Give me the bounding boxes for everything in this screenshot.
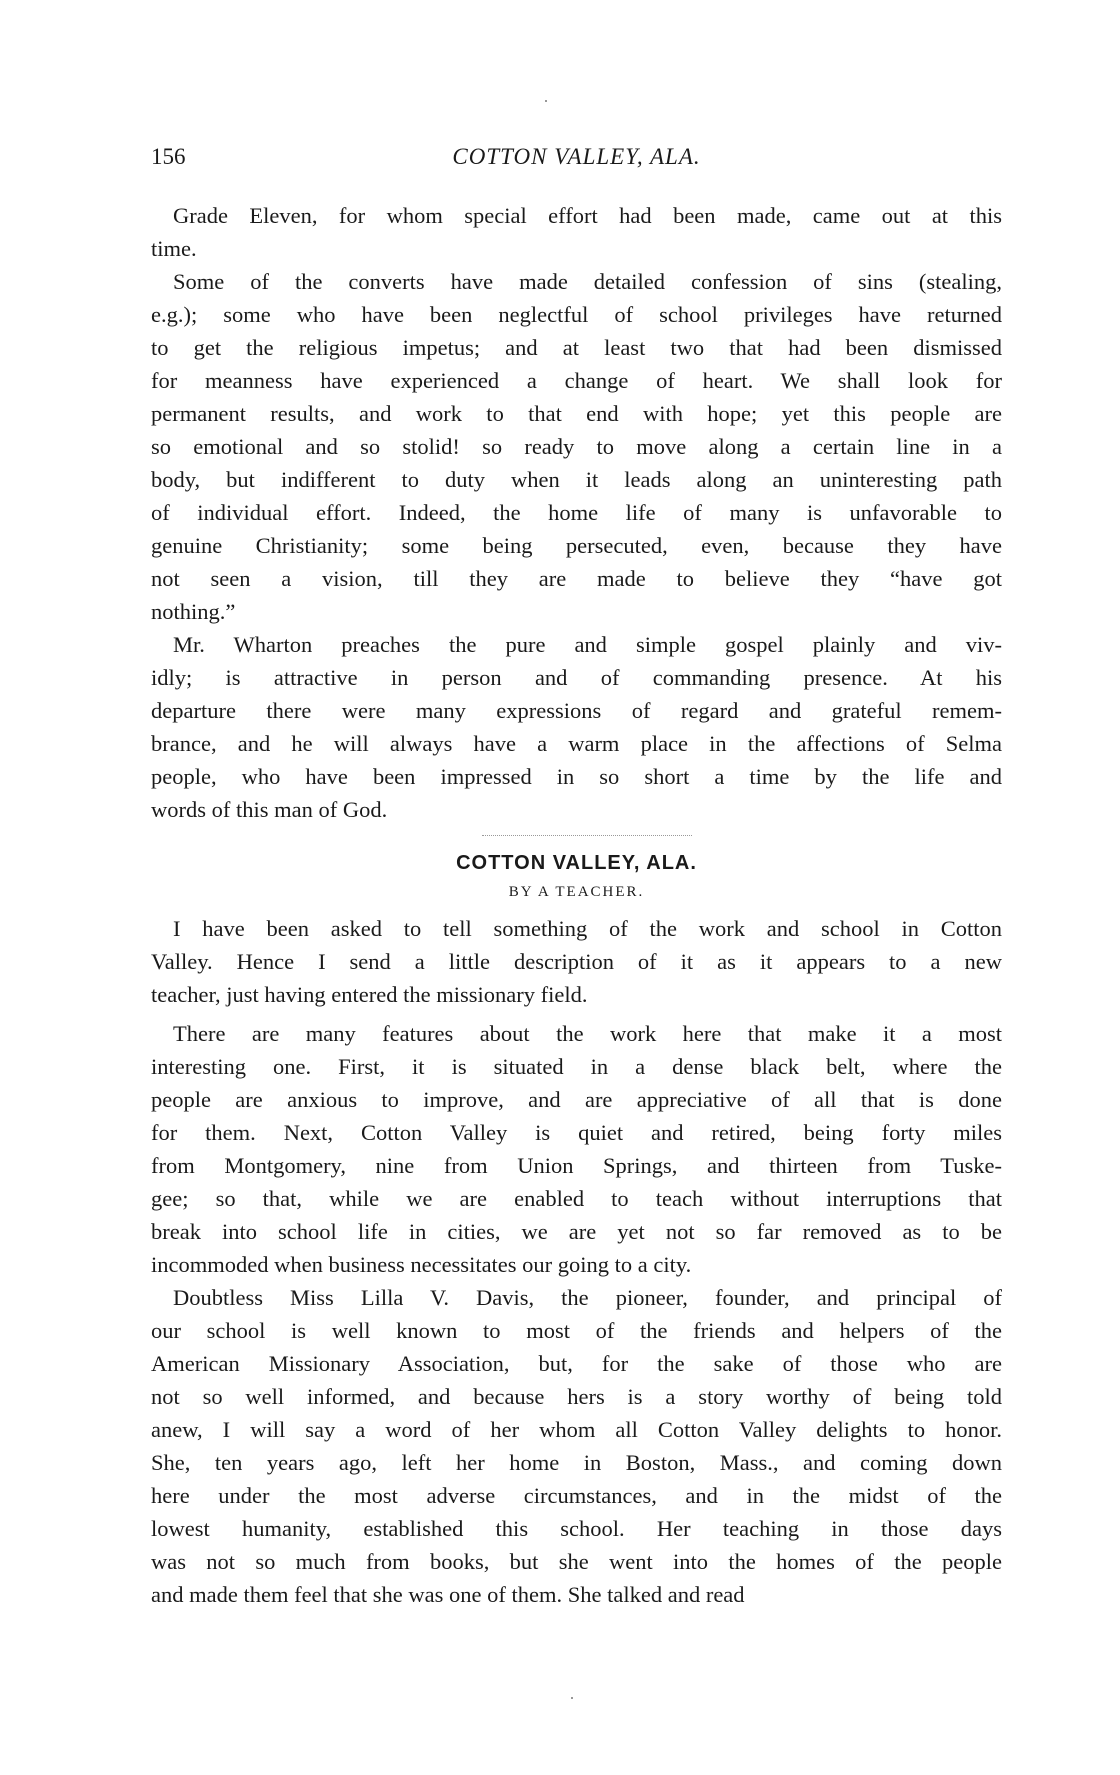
- text-line: nothing.”: [151, 599, 236, 624]
- text-line: permanent results, and work to that end with hope; yet this people are: [151, 401, 1002, 426]
- text-line: and made them feel that she was one of them. She talked and read: [151, 1582, 745, 1607]
- text-line: brance, and he will always have a warm place in the affections of Selma: [151, 731, 1002, 756]
- section-divider: [482, 835, 692, 836]
- text-line: Mr. Wharton preaches the pure and simple gospel plainly and viv-: [173, 632, 1002, 657]
- section-a-body: [151, 199, 1002, 826]
- text-line: break into school life in cities, we are yet not so far removed as to be: [151, 1219, 1002, 1244]
- section-byline: BY A TEACHER.: [508, 884, 645, 900]
- paragraph: [151, 912, 1002, 1011]
- scan-speck: [545, 100, 547, 102]
- paragraph: [151, 628, 1002, 826]
- text-line: not seen a vision, till they are made to believe they “have got: [151, 566, 1002, 591]
- text-line: Valley. Hence I send a little description of it as it appears to a new: [151, 949, 1002, 974]
- text-line: not so well informed, and because hers is a story worthy of being told: [151, 1384, 1002, 1409]
- section-b-body: [151, 912, 1002, 1611]
- text-line: to get the religious impetus; and at least two that had been dismissed: [151, 335, 1002, 360]
- text-line: lowest humanity, established this school. Her teaching in those days: [151, 1516, 1002, 1541]
- text-line: here under the most adverse circumstances, and in the midst of the: [151, 1483, 1002, 1508]
- text-line: Doubtless Miss Lilla V. Davis, the pioneer, founder, and principal of: [173, 1285, 1002, 1310]
- paragraph: [151, 199, 1002, 265]
- text-line: genuine Christianity; some being persecuted, even, because they have: [151, 533, 1002, 558]
- text-line: of individual effort. Indeed, the home life of many is unfavorable to: [151, 500, 1002, 525]
- text-line: from Montgomery, nine from Union Springs, and thirteen from Tuske-: [151, 1153, 1002, 1178]
- text-line: incommoded when business necessitates our going to a city.: [151, 1252, 692, 1277]
- text-line: idly; is attractive in person and of commanding presence. At his: [151, 665, 1002, 690]
- text-line: people, who have been impressed in so short a time by the life and: [151, 764, 1002, 789]
- text-line: for them. Next, Cotton Valley is quiet and retired, being forty miles: [151, 1120, 1002, 1145]
- text-line: people are anxious to improve, and are appreciative of all that is done: [151, 1087, 1002, 1112]
- text-line: She, ten years ago, left her home in Boston, Mass., and coming down: [151, 1450, 1002, 1475]
- text-line: There are many features about the work here that make it a most: [173, 1021, 1002, 1046]
- text-line: I have been asked to tell something of the work and school in Cotton: [173, 916, 1002, 941]
- paragraph: [151, 265, 1002, 628]
- text-line: Some of the converts have made detailed confession of sins (stealing,: [173, 269, 1002, 294]
- text-line: was not so much from books, but she went into the homes of the people: [151, 1549, 1002, 1574]
- paragraph: [151, 1281, 1002, 1611]
- section-heading: COTTON VALLEY, ALA.: [456, 852, 697, 874]
- text-line: American Missionary Association, but, for the sake of those who are: [151, 1351, 1002, 1376]
- scan-speck: [571, 1697, 573, 1699]
- paragraph: [151, 1017, 1002, 1281]
- text-line: anew, I will say a word of her whom all Cotton Valley delights to honor.: [151, 1417, 1002, 1442]
- text-line: for meanness have experienced a change of heart. We shall look for: [151, 368, 1002, 393]
- text-line: so emotional and so stolid! so ready to move along a certain line in a: [151, 434, 1002, 459]
- running-title: COTTON VALLEY, ALA.: [452, 144, 701, 169]
- text-line: departure there were many expressions of regard and grateful remem-: [151, 698, 1002, 723]
- running-head: [151, 144, 1002, 176]
- page-number: 156: [151, 144, 186, 169]
- text-line: time.: [151, 236, 197, 261]
- text-line: e.g.); some who have been neglectful of school privileges have returned: [151, 302, 1002, 327]
- text-line: gee; so that, while we are enabled to teach without interruptions that: [151, 1186, 1002, 1211]
- text-line: body, but indifferent to duty when it leads along an uninteresting path: [151, 467, 1002, 492]
- text-line: teacher, just having entered the missionary field.: [151, 982, 588, 1007]
- text-line: our school is well known to most of the friends and helpers of the: [151, 1318, 1002, 1343]
- text-line: words of this man of God.: [151, 797, 388, 822]
- text-line: interesting one. First, it is situated in a dense black belt, where the: [151, 1054, 1002, 1079]
- text-line: Grade Eleven, for whom special effort had been made, came out at this: [173, 203, 1002, 228]
